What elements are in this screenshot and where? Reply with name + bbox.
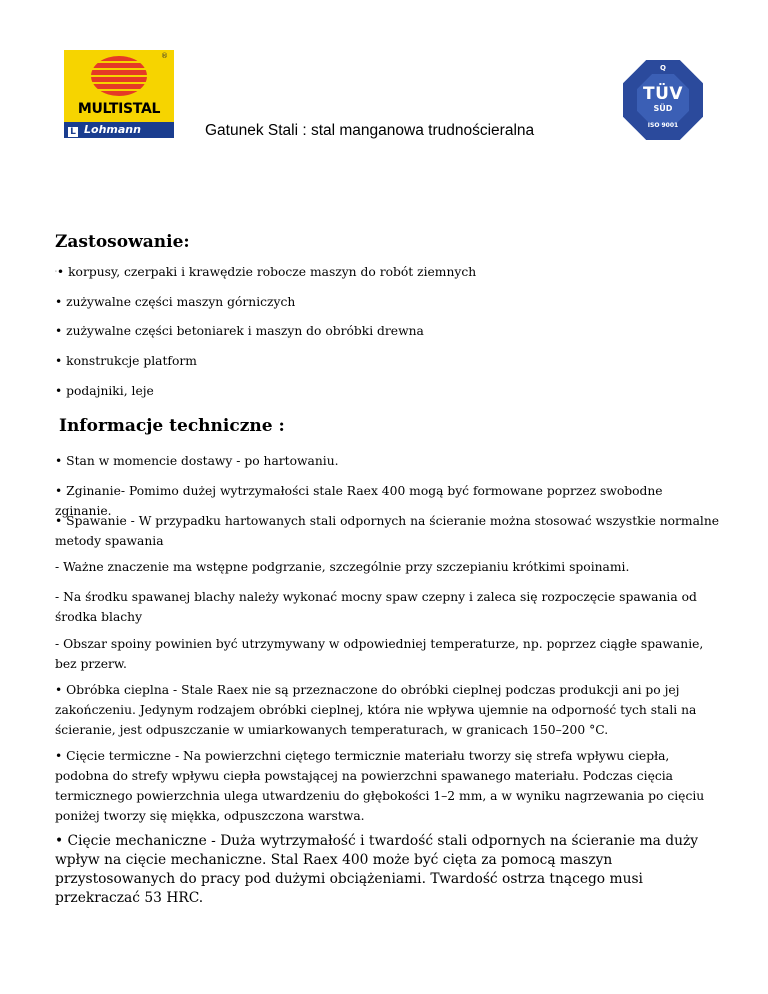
page-title: Gatunek Stali : stal manganowa trudnościeralna [205, 122, 535, 139]
lohmann-wordmark: Lohmann [84, 123, 141, 136]
paragraph: • Cięcie termiczne - Na powierzchni ciętego termicznie materiału tworzy się strefa wpływu ciepła, podobna do strefy wpływu ciepła powstającej na powierzchni spawanego materiału. Podczas cięcia termicznego powierzchnia ulega utwardzeniu do głębokości 1–2 mm, a w wyniku nagrzewania po cięciu poniżej tworzy się miękka, odpuszczona warstwa. [55, 749, 705, 823]
list-item: ·• korpusy, czerpaki i krawędzie robocze maszyn do robót ziemnych [55, 265, 477, 279]
paragraph: - Na środku spawanej blachy należy wykonać mocny spaw czepny i zaleca się rozpoczęcie spawania od środka blachy [55, 590, 697, 624]
paragraph: • Cięcie mechaniczne - Duża wytrzymałość i twardość stali odpornych na ścieranie ma duży wpływ na cięcie mechaniczne. Stal Raex 400 może być cięta za pomocą maszyn przystosowanych do pracy pod dużymi obciążeniami. Twardość ostrza tnącego musi przekraczać 53 HRC. [55, 833, 699, 906]
paragraph: • Obróbka cieplna - Stale Raex nie są przeznaczone do obróbki cieplnej podczas produkcji ani po jej zakończeniu. Jedynym rodzajem obróbki cieplnej, która nie wpływa ujemnie na odporność tych stali na ścieranie, jest odpuszczanie w umiarkowanych temperaturach, w granicach 150–200 °C. [55, 683, 697, 737]
lohmann-band [64, 122, 174, 138]
sun-emblem-icon [91, 56, 147, 96]
multistal-wordmark: MULTISTAL [77, 101, 161, 117]
paragraph: • Stan w momencie dostawy - po hartowaniu. [55, 454, 339, 468]
multistal-logo [64, 50, 174, 138]
section-heading-informacje: Informacje techniczne : [59, 416, 285, 436]
lohmann-l-icon: L [68, 127, 78, 137]
iso-label: ISO 9001 [647, 122, 679, 129]
tuv-wordmark: TÜV [642, 84, 684, 104]
tuv-sud-logo [623, 60, 703, 140]
paragraph: • Zginanie- Pomimo dużej wytrzymałości stale Raex 400 mogą być formowane poprzez swobodne zginanie. [55, 484, 663, 518]
list-marker: · [55, 268, 57, 276]
tuv-q-mark: Q [660, 64, 666, 72]
paragraph: • Spawanie - W przypadku hartowanych stali odpornych na ścieranie można stosować wszystkie normalne metody spawania [55, 514, 720, 548]
sud-wordmark: SÜD [653, 104, 673, 113]
list-item: • podajniki, leje [55, 384, 154, 398]
list-item: • konstrukcje platform [55, 354, 197, 368]
paragraph: - Ważne znaczenie ma wstępne podgrzanie, szczególnie przy szczepianiu krótkimi spoinami. [55, 560, 630, 574]
list-item: • zużywalne części maszyn górniczych [55, 295, 296, 309]
registered-mark: ® [161, 52, 168, 60]
list-item: • zużywalne części betoniarek i maszyn do obróbki drewna [55, 324, 424, 338]
section-heading-zastosowanie: Zastosowanie: [55, 232, 190, 252]
paragraph: - Obszar spoiny powinien być utrzymywany w odpowiedniej temperaturze, np. poprzez ciągłe spawanie, bez przerw. [55, 637, 704, 671]
